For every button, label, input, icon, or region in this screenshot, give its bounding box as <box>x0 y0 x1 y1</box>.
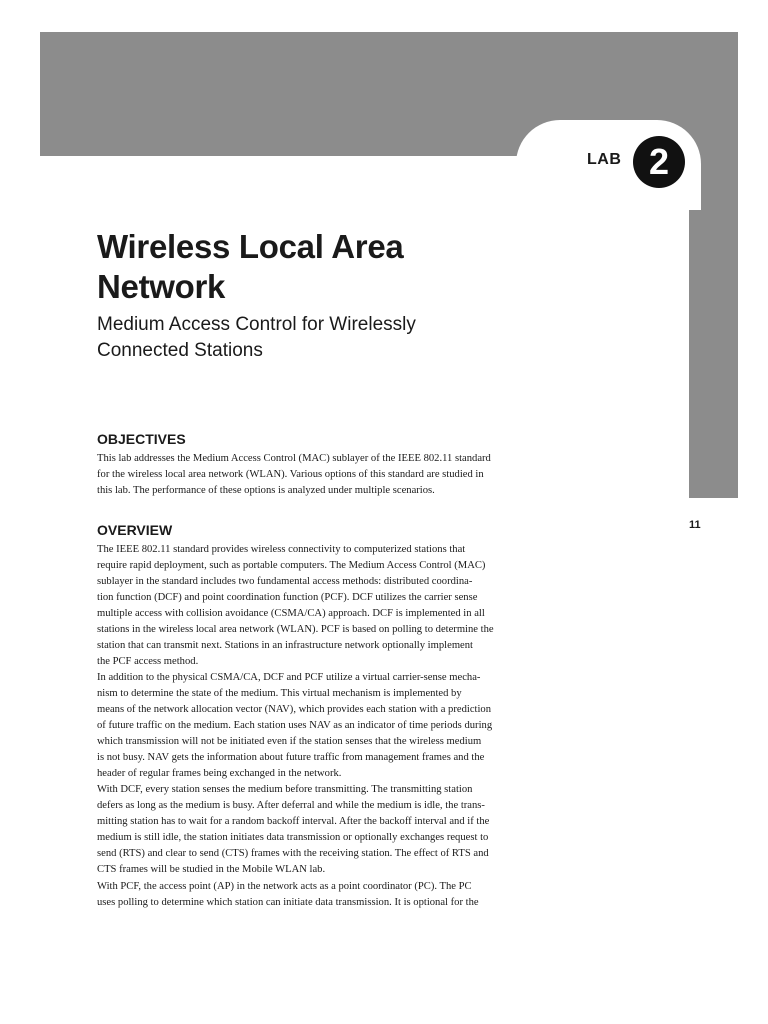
text-line: send (RTS) and clear to send (CTS) frames with the receiving station. The effect of RTS and <box>97 848 489 859</box>
lab-label: LAB <box>587 151 622 168</box>
page-title <box>97 227 403 307</box>
text-line: In addition to the physical CSMA/CA, DCF and PCF utilize a virtual carrier-sense mecha- <box>97 672 481 683</box>
overview-paragraph <box>97 670 552 782</box>
page-number: 11 <box>689 519 701 531</box>
text-line: means of the network allocation vector (NAV), which provides each station with a prediction <box>97 704 492 715</box>
text-line: nism to determine the state of the medium. This virtual mechanism is implemented by <box>97 688 462 699</box>
text-line: The IEEE 802.11 standard provides wireless connectivity to computerized stations that <box>97 544 466 555</box>
text-line: uses polling to determine which station can initiate data transmission. It is optional for the <box>97 897 479 908</box>
text-line: stations in the wireless local area network (WLAN). PCF is based on polling to determine the <box>97 624 494 635</box>
text-line: for the wireless local area network (WLAN). Various options of this standard are studied in <box>97 469 484 480</box>
text-line: require rapid deployment, such as portable computers. The Medium Access Control (MAC) <box>97 560 486 571</box>
page-title-line: Wireless Local Area <box>97 228 404 265</box>
objectives-paragraph <box>97 451 552 499</box>
text-line: is not busy. NAV gets the information about future traffic from management frames and the <box>97 752 485 763</box>
text-line: CTS frames will be studied in the Mobile WLAN lab. <box>97 864 326 875</box>
text-line: sublayer in the standard includes two fundamental access methods: distributed coordina- <box>97 576 473 587</box>
overview-heading: OVERVIEW <box>97 522 173 538</box>
text-line: With DCF, every station senses the medium before transmitting. The transmitting station <box>97 784 473 795</box>
text-line: station that can transmit next. Stations in an infrastructure network optionally implement <box>97 640 473 651</box>
text-line: tion function (DCF) and point coordination function (PCF). DCF utilizes the carrier sense <box>97 592 478 603</box>
overview-paragraph <box>97 542 552 670</box>
page-subtitle-line: Connected Stations <box>97 340 263 361</box>
text-line: of future traffic on the medium. Each station uses NAV as an indicator of time periods during <box>97 720 493 731</box>
overview-paragraph <box>97 782 552 878</box>
lab-number-badge: 2 <box>633 136 685 188</box>
text-line: defers as long as the medium is busy. After deferral and while the medium is idle, the trans- <box>97 800 485 811</box>
page-subtitle <box>97 312 416 364</box>
text-line: medium is still idle, the station initiates data transmission or optionally exchanges request to <box>97 832 489 843</box>
text-line: the PCF access method. <box>97 656 199 667</box>
text-line: This lab addresses the Medium Access Control (MAC) sublayer of the IEEE 802.11 standard <box>97 453 491 464</box>
overview-paragraph <box>97 879 552 911</box>
text-line: multiple access with collision avoidance (CSMA/CA) approach. DCF is implemented in all <box>97 608 485 619</box>
text-line: mitting station has to wait for a random backoff interval. After the backoff interval and if the <box>97 816 490 827</box>
page-title-line: Network <box>97 268 226 305</box>
page-subtitle-line: Medium Access Control for Wirelessly <box>97 314 416 335</box>
text-line: header of regular frames being exchanged in the network. <box>97 768 342 779</box>
text-line: which transmission will not be initiated even if the station senses that the wireless medium <box>97 736 482 747</box>
text-line: this lab. The performance of these options is analyzed under multiple scenarios. <box>97 485 435 496</box>
objectives-heading: OBJECTIVES <box>97 431 186 447</box>
text-line: With PCF, the access point (AP) in the network acts as a point coordinator (PC). The PC <box>97 881 472 892</box>
